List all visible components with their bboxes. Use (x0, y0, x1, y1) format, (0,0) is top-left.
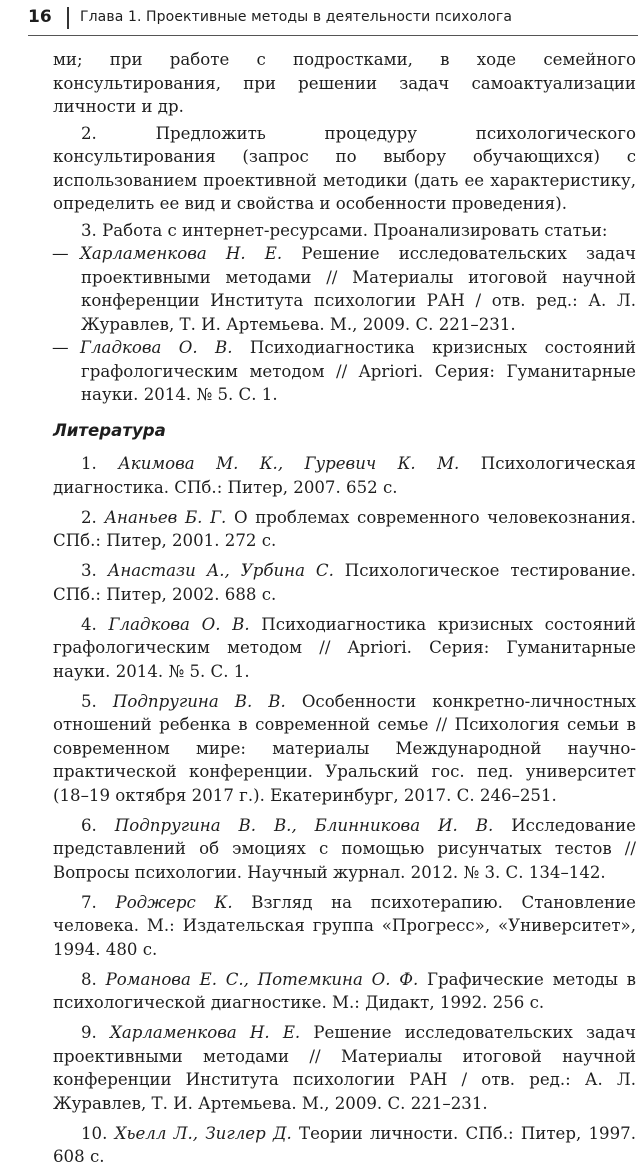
reference-number: 9. (81, 1023, 97, 1042)
reference-author: Подпругина В. В. (112, 691, 286, 711)
reference-item (53, 690, 636, 808)
page-header (28, 4, 638, 34)
reference-text: Исследование представлений об эмоциях с помощью рисунчатых тестов // Вопросы психологии. Научный журнал. 2012. № 3. С. 134–142. (53, 815, 636, 882)
reference-item (53, 506, 636, 553)
reference-author: Гладкова О. В. (108, 614, 250, 634)
reference-author: Харламенкова Н. Е. (110, 1023, 301, 1042)
reference-author: Роджерс К. (115, 892, 233, 912)
article-item (53, 336, 636, 407)
reference-number: 3. (81, 561, 97, 580)
header-rule (28, 35, 638, 36)
reference-number: 7. (81, 892, 97, 912)
reference-number: 2. (81, 507, 97, 527)
task-2: 2. Предложить процедуру психологического консультирования (запрос по выбору обучающихся) с использованием проективной методики (дать ее характеристику, определить ее вид и свойства и особенности проведения). (53, 123, 636, 213)
reference-author: Подпругина В. В., Блинникова И. В. (114, 815, 494, 835)
reference-item (53, 968, 636, 1015)
reference-text: О проблемах современного человекознания. СПб.: Питер, 2001. 272 с. (53, 507, 636, 550)
reference-author: Ананьев Б. Г. (104, 507, 227, 527)
reference-number: 10. (81, 1123, 108, 1143)
reference-item (53, 814, 636, 885)
reference-item (53, 1122, 636, 1169)
reference-item (53, 1021, 636, 1115)
paragraph-continuation: ми; при работе с подростками, в ходе семейного консультирования, при решении задач самоактуализации личности и др. (53, 50, 636, 116)
reference-item (53, 559, 636, 606)
reference-text: Теории личности. СПб.: Питер, 1997. 608 с. (53, 1123, 636, 1166)
reference-number: 1. (81, 454, 97, 473)
page-number: 16 (28, 7, 52, 27)
reference-number: 6. (81, 815, 97, 835)
reference-text: Психологическое тестирование. СПб.: Питер, 2002. 688 с. (53, 561, 636, 604)
literature-heading: Литература (53, 420, 166, 440)
dash-marker: — (52, 338, 69, 357)
article-author: Харламенкова Н. Е. (80, 244, 283, 263)
reference-text: Решение исследовательских задач проективными методами // Материалы итоговой научной конференции Института психологии РАН / отв. ред.: А. Л. Журавлев, Т. И. Артемьева. М., 2009. С. 221–231. (53, 1023, 637, 1113)
reference-text: Психодиагностика кризисных состояний графологическим методом // Apriori. Серия: Гуманитарные науки. 2014. № 5. С. 1. (53, 614, 636, 681)
chapter-title: Глава 1. Проективные методы в деятельности психолога (80, 9, 513, 25)
article-text: Психодиагностика кризисных состояний графологическим методом // Apriori. Серия: Гуманитарные науки. 2014. № 5. С. 1. (81, 338, 636, 404)
task-3: 3. Работа с интернет-ресурсами. Проанализировать статьи: (81, 220, 608, 240)
article-item (53, 242, 636, 336)
article-text: Решение исследовательских задач проективными методами // Материалы итоговой научной конференции Института психологии РАН / отв. ред.: А. Л. Журавлев, Т. И. Артемьева. М., 2009. С. 221–231. (81, 244, 636, 334)
page-body (53, 48, 636, 1175)
reference-number: 8. (81, 969, 97, 989)
reference-text: Графические методы в психологической диагностике. М.: Дидакт, 1992. 256 с. (53, 969, 636, 1012)
reference-item (53, 891, 636, 962)
reference-text: Психологическая диагностика. СПб.: Питер, 2007. 652 с. (53, 454, 637, 497)
article-author: Гладкова О. В. (80, 338, 233, 357)
header-divider (67, 7, 69, 29)
reference-number: 4. (81, 614, 97, 634)
reference-author: Хьелл Л., Зиглер Д. (114, 1123, 292, 1143)
reference-author: Анастази А., Урбина С. (107, 561, 334, 580)
reference-number: 5. (81, 691, 97, 711)
literature-list (53, 452, 636, 1169)
reference-item (53, 613, 636, 684)
reference-text: Взгляд на психотерапию. Становление человека. М.: Издательская группа «Прогресс», «Университет», 1994. 480 с. (53, 892, 636, 959)
reference-author: Романова Е. С., Потемкина О. Ф. (105, 969, 419, 989)
reference-text: Особенности конкретно-личностных отношений ребенка в современной семье // Психология семьи в современном мире: материалы Международной научно-практической конференции. Уральский гос. пед. университет (18–19 октября 2017 г.). Екатеринбург, 2017. С. 246–251. (53, 691, 637, 805)
reference-author: Акимова М. К., Гуревич К. М. (118, 454, 460, 473)
dash-marker: — (52, 244, 69, 263)
reference-item (53, 452, 636, 499)
